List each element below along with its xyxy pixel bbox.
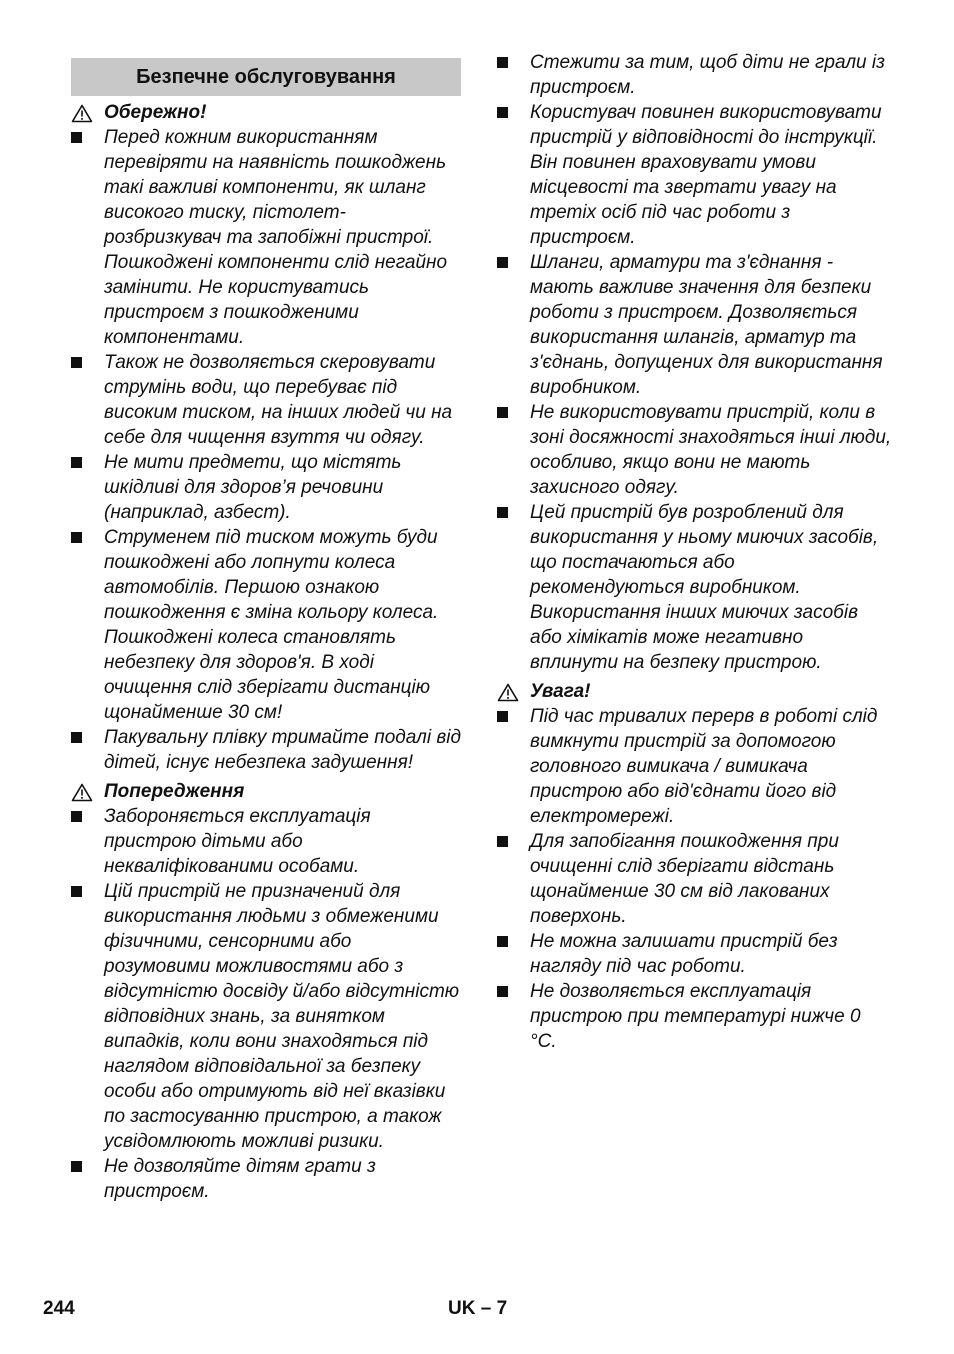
list-item: Струменем під тиском можуть буди пошкоджені або лопнути колеса автомобілів. Першою ознакою пошкодження є зміна кольору колеса. Пошкоджені колеса становлять небезпеку для здоров'я. В ході очищення слід зберігати дистанцію щонайменше 30 см! — [71, 525, 461, 725]
list-item: Забороняється експлуатація пристрою дітьми або некваліфікованими особами. — [71, 804, 461, 879]
page-number: 244 — [43, 1298, 75, 1319]
bullet-square-icon — [71, 1154, 104, 1172]
bullet-square-icon — [497, 500, 530, 518]
caution-label: Обережно! — [104, 102, 207, 123]
attention-heading — [497, 679, 892, 704]
bullet-square-icon — [71, 125, 104, 143]
list-item: Перед кожним використанням перевіряти на наявність пошкоджень такі важливі компоненти, як шланг високого тиску, пістолет-розбризкувач та запобіжні пристрої. Пошкоджені компоненти слід негайно замінити. Не користуватись пристроєм з пошкодженими компонентами. — [71, 125, 461, 350]
list-item: Для запобігання пошкодження при очищенні слід зберігати відстань щонайменше 30 см від лакованих поверхонь. — [497, 829, 892, 929]
right-column — [497, 50, 892, 1054]
warning-triangle-icon — [71, 779, 104, 802]
list-item: Стежити за тим, щоб діти не грали із пристроєм. — [497, 50, 892, 100]
bullet-square-icon — [497, 100, 530, 118]
bullet-square-icon — [71, 525, 104, 543]
bullet-square-icon — [71, 804, 104, 822]
list-item: Шланги, арматури та з'єднання - мають важливе значення для безпеки роботи з пристроєм. Дозволяється використання шлангів, арматур та з'єднань, допущених для використання виробником. — [497, 250, 892, 400]
bullet-square-icon — [497, 929, 530, 947]
list-item: Цій пристрій не призначений для використання людьми з обмеженими фізичними, сенсорними або розумовими можливостями або з відсутністю досвіду й/або відсутністю відповідних знань, за винятком випадків, коли вони знаходяться під наглядом відповідальної за безпеку особи або отримують від неї вказівки по застосуванню пристрою, а також усвідомлюють можливі ризики. — [71, 879, 461, 1154]
list-item: Не дозволяйте дітям грати з пристроєм. — [71, 1154, 461, 1204]
bullet-square-icon — [497, 50, 530, 68]
bullet-square-icon — [497, 704, 530, 722]
bullet-square-icon — [71, 879, 104, 897]
general-list — [497, 50, 892, 675]
warning-heading — [71, 779, 461, 804]
list-item: Під час тривалих перерв в роботі слід вимкнути пристрій за допомогою головного вимикача / вимикача пристрою або від'єднати його від електромережі. — [497, 704, 892, 829]
list-item: Не використовувати пристрій, коли в зоні досяжності знаходяться інші люди, особливо, якщо вони не мають захисного одягу. — [497, 400, 892, 500]
bullet-square-icon — [497, 250, 530, 268]
section-title: Безпечне обслуговування — [71, 58, 461, 96]
list-item: Пакувальну плівку тримайте подалі від дітей, існує небезпека задушення! — [71, 725, 461, 775]
list-item: Цей пристрій був розроблений для використання у ньому миючих засобів, що постачаються або рекомендуються виробником. Використання інших миючих засобів або хімікатів може негативно вплинути на безпеку пристрою. — [497, 500, 892, 675]
bullet-square-icon — [71, 725, 104, 743]
bullet-square-icon — [497, 829, 530, 847]
list-item: Користувач повинен використовувати пристрій у відповідності до інструкції. Він повинен враховувати умови місцевості та звертати увагу на третіх осіб під час роботи з пристроєм. — [497, 100, 892, 250]
section-code: UK – 7 — [448, 1298, 508, 1319]
bullet-square-icon — [71, 350, 104, 368]
warning-triangle-icon — [71, 100, 104, 123]
attention-list — [497, 704, 892, 1054]
bullet-square-icon — [497, 400, 530, 418]
warning-triangle-icon — [497, 679, 530, 702]
bullet-square-icon — [71, 450, 104, 468]
bullet-square-icon — [497, 979, 530, 997]
list-item: Не мити предмети, що містять шкідливі для здоров’я речовини (наприклад, азбест). — [71, 450, 461, 525]
left-column — [71, 50, 461, 1204]
attention-label: Увага! — [530, 681, 591, 702]
list-item: Не дозволяється експлуатація пристрою при температурі нижче 0 °C. — [497, 979, 892, 1054]
warning-label: Попередження — [104, 781, 245, 802]
caution-list — [71, 125, 461, 775]
caution-heading — [71, 100, 461, 125]
list-item: Також не дозволяється скеровувати струмінь води, що перебуває під високим тиском, на інших людей чи на себе для чищення взуття чи одягу. — [71, 350, 461, 450]
list-item: Не можна залишати пристрій без нагляду під час роботи. — [497, 929, 892, 979]
warning-list — [71, 804, 461, 1204]
